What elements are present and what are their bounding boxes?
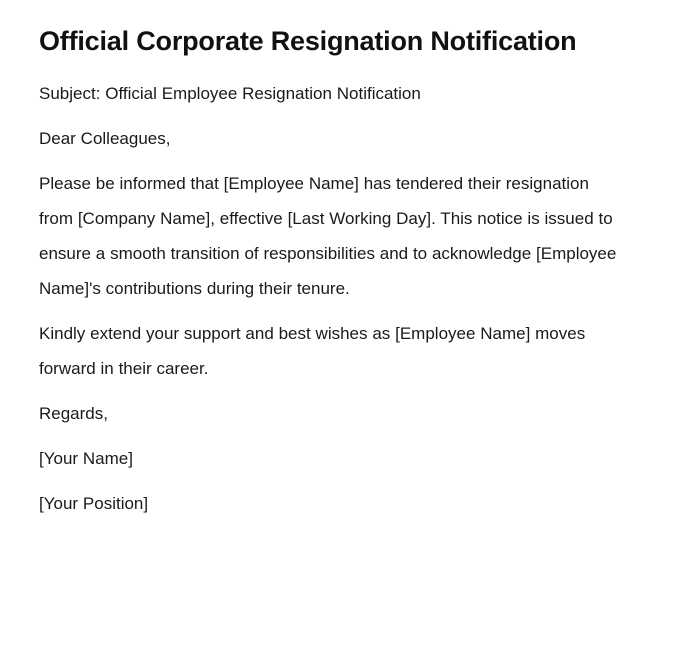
body-paragraph-2: Kindly extend your support and best wishes as [Employee Name] moves forward in their career. <box>39 324 586 378</box>
page-title: Official Corporate Resignation Notification <box>39 26 577 56</box>
signature-position: [Your Position] <box>39 494 149 513</box>
signature-name: [Your Name] <box>39 449 133 468</box>
salutation-line: Dear Colleagues, <box>39 129 171 148</box>
closing-line: Regards, <box>39 404 108 423</box>
body-paragraph-1: Please be informed that [Employee Name] has tendered their resignation from [Company Name], effective [Last Working Day]. This notice is issued to ensure a smooth transition of responsibilities and to acknowledge [Employee Name]'s contributions during their tenure. <box>39 174 617 298</box>
subject-line: Subject: Official Employee Resignation Notification <box>39 84 421 103</box>
document-body <box>39 76 620 521</box>
